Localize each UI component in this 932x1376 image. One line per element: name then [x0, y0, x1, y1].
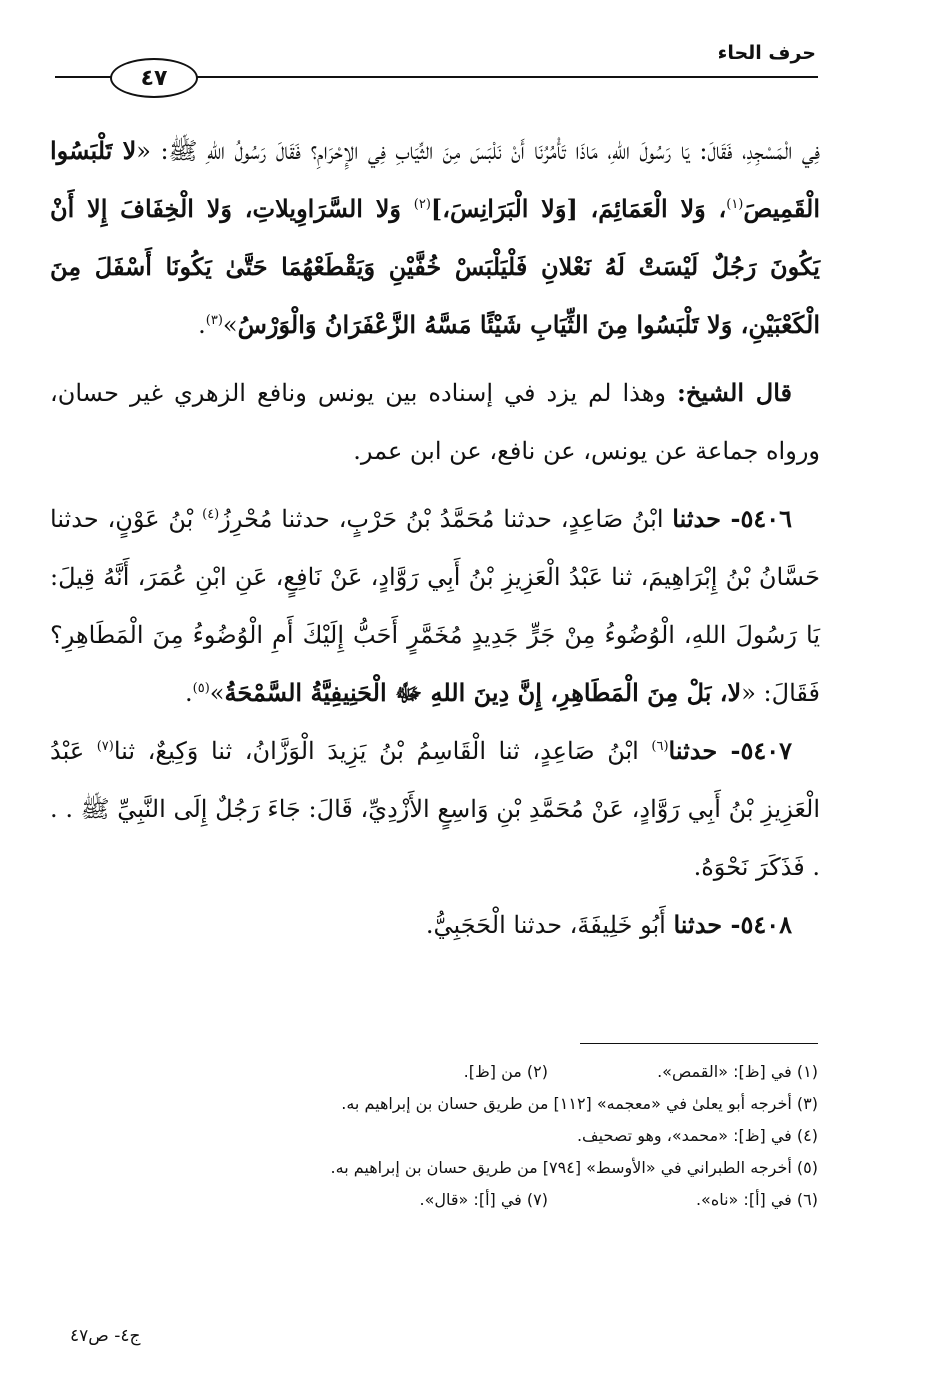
footnote-ref: (١)	[726, 197, 744, 212]
text-run: عَبْدُ الْعَزِيزِ بْنُ أَبِي رَوَّادٍ، عَنْ مُحَمَّدِ بْنِ وَاسِعٍ الأَزْدِيِّ، قَالَ: جَاءَ رَجُلٌ إِلَى النَّبِيِّ ﷺ . . . فَذَكَرَ نَحْوَهُ.	[50, 737, 820, 881]
footnote-row	[200, 1056, 818, 1088]
text-run: .	[185, 679, 193, 707]
main-text	[50, 122, 820, 954]
hadith-number: ٥٤٠٧- حدثنا	[668, 736, 792, 765]
footnote-row	[200, 1152, 818, 1184]
footnote-1: (١) في [ظ]: «القمص».	[657, 1062, 818, 1081]
page-number: ٤٧	[140, 65, 168, 91]
text-run: فِي الْمَسْجِدِ، فَقَالَ: يَا رَسُولَ اللهِ، مَاذَا تَأْمُرُنَا أَنْ نَلْبَسَ مِنَ الثِّيَابِ فِي الإِحْرَامِ؟ فَقَالَ رَسُولُ اللهِ ﷺ: «	[136, 137, 820, 165]
footnote-3: (٣) أخرجه أبو يعلىٰ في «معجمه» [١١٢] من طريق حسان بن إبراهيم به.	[341, 1094, 818, 1113]
text-run: »	[222, 311, 238, 339]
footnote-4: (٤) في [ظ]: «محمد»، وهو تصحيف.	[576, 1126, 818, 1145]
footnote-ref: (٥)	[192, 681, 210, 696]
bold-run: وَلا السَّرَاوِيلاتِ، وَلا الْخِفَافَ إِلا أَنْ يَكُونَ رَجُلٌ لَيْسَتْ لَهُ نَعْلانِ فَلْيَلْبَسْ خُفَّيْنِ وَيَقْطَعْهُمَا حَتَّىٰ يَكُونَا أَسْفَلَ مِنَ الْكَعْبَيْنِ، وَلا تَلْبَسُوا مِنَ الثِّيَابِ شَيْئًا مَسَّهُ الزَّعْفَرَانُ وَالْوَرْسُ	[50, 194, 820, 339]
bold-run: لا، بَلْ مِنَ الْمَطَاهِرِ، إِنَّ دِينَ اللهِ ﷻ الْحَنِيفِيَّةُ السَّمْحَةُ	[224, 678, 742, 707]
footnote-2: (٢) من [ظ].	[463, 1062, 548, 1081]
footnote-row	[200, 1120, 818, 1152]
text-run: .	[198, 311, 206, 339]
running-header-title: حرف الحاء	[717, 42, 816, 64]
footnotes	[200, 1056, 818, 1216]
paragraph-hadith-ihram	[50, 122, 820, 354]
hadith-number: ٥٤٠٨- حدثنا	[673, 910, 792, 939]
paragraph-hadith-5406	[50, 490, 820, 722]
footnote-6: (٦) في [أ]: «ناه».	[695, 1190, 818, 1209]
text-run: أَبُو خَلِيفَةَ، حدثنا الْحَجَبِيُّ.	[425, 911, 674, 939]
footnote-ref: (٦)	[651, 739, 669, 754]
text-run: ابْنُ صَاعِدٍ، ثنا الْقَاسِمُ بْنُ يَزِيدَ الْوَزَّانُ، ثنا وَكِيعٌ، ثنا	[113, 737, 652, 765]
footnote-row	[200, 1088, 818, 1120]
bold-run: لا تَلْبَسُوا الْقَمِيصَ	[50, 136, 821, 223]
page-footer: ج٤- ص٤٧	[70, 1326, 141, 1346]
bold-run: قال الشيخ:	[677, 378, 793, 407]
hadith-number: ٥٤٠٦- حدثنا	[672, 504, 793, 533]
footnote-7: (٧) في [أ]: «قال».	[419, 1190, 548, 1209]
footnote-ref: (٣)	[205, 313, 223, 328]
footnote-ref: (٧)	[96, 739, 114, 754]
footnote-row	[200, 1184, 818, 1216]
paragraph-shaykh-comment	[50, 364, 820, 480]
text-run: بْنُ عَوْنٍ، حدثنا حَسَّانُ بْنُ إِبْرَاهِيمَ، ثنا عَبْدُ الْعَزِيزِ بْنُ أَبِي رَوَّادٍ، عَنْ نَافِعٍ، عَنِ ابْنِ عُمَرَ، أَنَّهُ قِيلَ: يَا رَسُولَ اللهِ، الْوُضُوءُ مِنْ جَرٍّ جَدِيدٍ مُخَمَّرٍ أَحَبُّ إِلَيْكَ أَمِ الْوُضُوءُ مِنَ الْمَطَاهِرِ؟ فَقَالَ: «	[50, 505, 820, 707]
text-run: »	[209, 679, 225, 707]
footnote-5: (٥) أخرجه الطبراني في «الأوسط» [٧٩٤] من طريق حسان بن إبراهيم به.	[330, 1158, 818, 1177]
footnote-rule	[580, 1043, 818, 1044]
page-number-badge	[110, 58, 198, 98]
bold-run: ، وَلا الْعَمَائِمَ، [وَلا الْبَرَانِسَ،]	[430, 194, 727, 223]
footnote-ref: (٢)	[413, 197, 431, 212]
footnote-ref: (٤)	[202, 507, 220, 522]
text-run: ابْنُ صَاعِدٍ، حدثنا مُحَمَّدُ بْنُ حَرْبٍ، حدثنا مُحْرِزُ	[219, 505, 673, 533]
text-run: وهذا لم يزد في إسناده بين يونس ونافع الزهري غير حسان، ورواه جماعة عن يونس، عن نافع، عن ابن عمر.	[50, 379, 820, 465]
paragraph-hadith-5407	[50, 722, 820, 896]
paragraph-hadith-5408	[50, 896, 820, 954]
